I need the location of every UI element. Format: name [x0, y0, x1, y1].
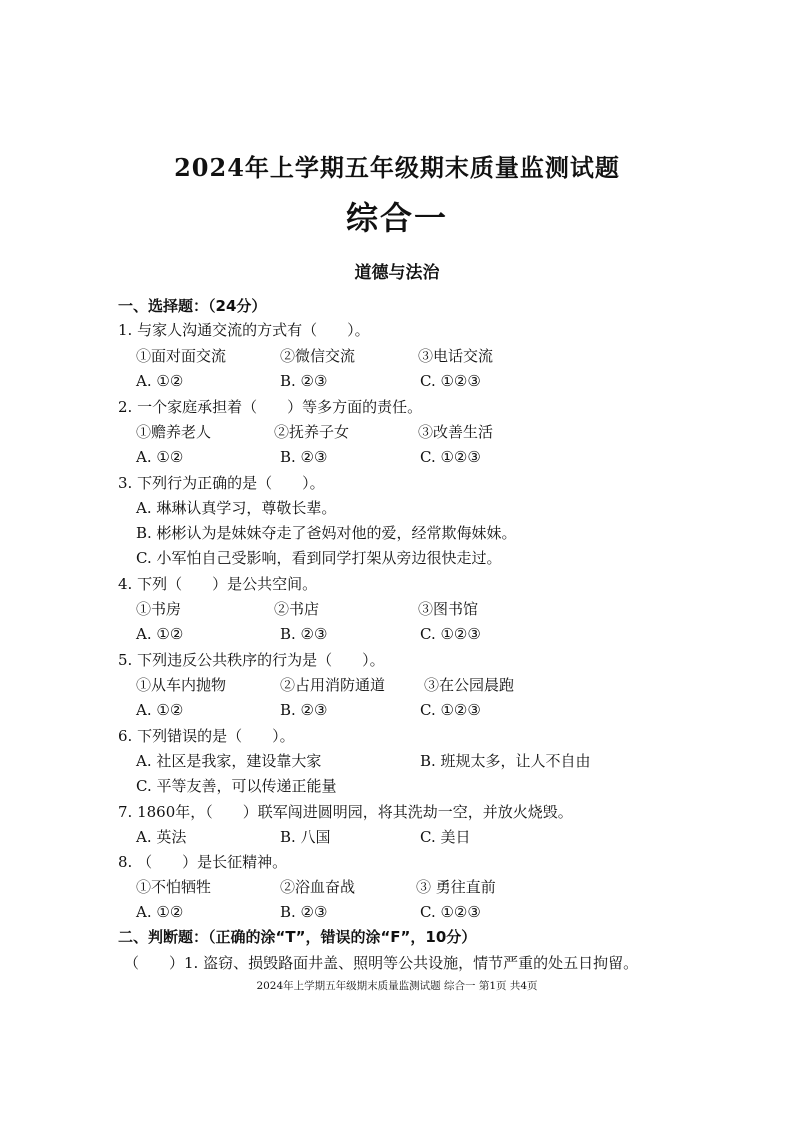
q1-option-2: ②微信交流 — [280, 347, 356, 365]
q4-choice-a: A. ①② — [136, 625, 184, 643]
q8-choice-b: B. ②③ — [280, 903, 328, 921]
q7-choice-a: A. 英法 — [136, 828, 187, 846]
q1-option-1: ①面对面交流 — [136, 347, 227, 365]
q4-choice-c: C. ①②③ — [420, 625, 481, 643]
subject-heading: 道德与法治 — [354, 263, 440, 283]
q1-option-3: ③电话交流 — [418, 347, 494, 365]
q5-option-3: ③在公园晨跑 — [424, 676, 515, 694]
section2-heading: 二、判断题：（正确的涂“T”，错误的涂“F”，10分） — [118, 928, 477, 946]
q6-choice-c: C. 平等友善，可以传递正能量 — [136, 777, 337, 795]
q7-stem: 7. 1860年，（ ）联军闯进圆明园，将其洗劫一空，并放火烧毁。 — [118, 803, 573, 821]
judge-item-1: （ ）1. 盗窃、损毁路面井盖、照明等公共设施，情节严重的处五日拘留。 — [124, 954, 639, 972]
q1-choice-a: A. ①② — [136, 372, 184, 390]
q7-choice-b: B. 八国 — [280, 828, 331, 846]
exam-title: 2024年上学期五年级期末质量监测试题 — [174, 153, 620, 182]
exam-subtitle: 综合一 — [345, 199, 448, 237]
q1-choice-b: B. ②③ — [280, 372, 328, 390]
q4-option-3: ③图书馆 — [418, 600, 479, 618]
q1-choice-c: C. ①②③ — [420, 372, 481, 390]
q8-stem: 8. （ ）是长征精神。 — [118, 853, 288, 871]
q5-option-2: ②占用消防通道 — [280, 676, 386, 694]
q8-option-3: ③ 勇往直前 — [416, 878, 496, 896]
q2-option-1: ①赡养老人 — [136, 423, 212, 441]
q8-choice-c: C. ①②③ — [420, 903, 481, 921]
q3-choice-a: A. 琳琳认真学习，尊敬长辈。 — [136, 499, 337, 517]
q6-choice-a: A. 社区是我家，建设靠大家 — [136, 752, 322, 770]
q1-stem: 1. 与家人沟通交流的方式有（ ）。 — [118, 321, 370, 339]
q4-choice-b: B. ②③ — [280, 625, 328, 643]
q5-option-1: ①从车内抛物 — [136, 676, 227, 694]
q5-choice-b: B. ②③ — [280, 701, 328, 719]
q7-choice-c: C. 美日 — [420, 828, 471, 846]
q5-choice-a: A. ①② — [136, 701, 184, 719]
q6-choice-b: B. 班规太多，让人不自由 — [420, 752, 591, 770]
q8-option-1: ①不怕牺牲 — [136, 878, 212, 896]
section1-heading: 一、选择题：（24分） — [118, 297, 267, 315]
q2-option-2: ②抚养子女 — [274, 423, 350, 441]
q5-stem: 5. 下列违反公共秩序的行为是（ ）。 — [118, 651, 385, 669]
q8-choice-a: A. ①② — [136, 903, 184, 921]
q2-stem: 2. 一个家庭承担着（ ）等多方面的责任。 — [118, 398, 423, 416]
q2-choice-c: C. ①②③ — [420, 448, 481, 466]
q2-choice-a: A. ①② — [136, 448, 184, 466]
q8-option-2: ②浴血奋战 — [280, 878, 356, 896]
q4-stem: 4. 下列（ ）是公共空间。 — [118, 575, 318, 593]
q5-choice-c: C. ①②③ — [420, 701, 481, 719]
q3-choice-c: C. 小军怕自己受影响，看到同学打架从旁边很快走过。 — [136, 549, 502, 567]
q2-choice-b: B. ②③ — [280, 448, 328, 466]
q2-option-3: ③改善生活 — [418, 423, 494, 441]
page-footer: 2024年上学期五年级期末质量监测试题 综合一 第1页 共4页 — [256, 980, 538, 992]
q6-stem: 6. 下列错误的是（ ）。 — [118, 727, 295, 745]
q3-stem: 3. 下列行为正确的是（ ）。 — [118, 474, 325, 492]
q4-option-2: ②书店 — [274, 600, 320, 618]
q4-option-1: ①书房 — [136, 600, 182, 618]
q3-choice-b: B. 彬彬认为是妹妹夺走了爸妈对他的爱，经常欺侮妹妹。 — [136, 524, 517, 542]
